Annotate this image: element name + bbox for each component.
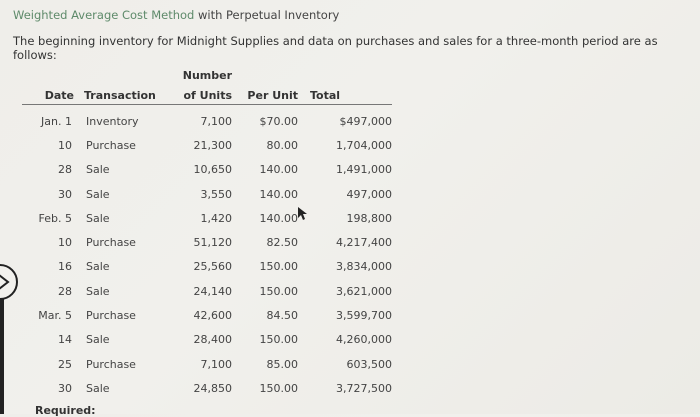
transaction-header: Transaction — [80, 82, 170, 105]
row-total: 603,500 — [346, 357, 392, 371]
row-total: 3,621,000 — [336, 284, 392, 298]
table-row — [22, 158, 392, 182]
row-total: $497,000 — [339, 114, 392, 128]
row-total: 3,599,700 — [336, 309, 392, 323]
row-date: 30 — [58, 187, 72, 201]
table-row — [22, 352, 392, 376]
title-rest: with Perpetual Inventory — [194, 8, 340, 22]
row-transaction: Purchase — [86, 236, 136, 250]
row-per-unit: 150.00 — [259, 284, 298, 298]
chevron-right-icon — [0, 274, 10, 290]
row-per-unit: 140.00 — [259, 187, 298, 201]
row-per-unit: 80.00 — [266, 138, 298, 152]
row-transaction: Sale — [86, 187, 110, 201]
row-total: 3,834,000 — [336, 260, 392, 274]
row-units: 10,650 — [193, 163, 232, 177]
intro-text: The beginning inventory for Midnight Supplies and data on purchases and sales for a three-month period are as follows: — [13, 34, 658, 62]
row-transaction: Purchase — [86, 357, 136, 371]
row-per-unit: 140.00 — [259, 163, 298, 177]
page-title — [13, 8, 339, 22]
row-date: 14 — [58, 333, 72, 347]
row-transaction: Sale — [86, 381, 110, 395]
row-date: 28 — [58, 163, 72, 177]
row-units: 25,560 — [193, 260, 232, 274]
row-transaction: Purchase — [86, 309, 136, 323]
row-date: 30 — [58, 381, 72, 395]
row-units: 28,400 — [193, 333, 232, 347]
row-units: 24,140 — [193, 284, 232, 298]
table-row — [22, 206, 392, 230]
row-units: 3,550 — [200, 187, 232, 201]
row-total: 1,491,000 — [336, 163, 392, 177]
table-row — [22, 230, 392, 254]
row-per-unit: $70.00 — [259, 114, 298, 128]
row-transaction: Sale — [86, 163, 110, 177]
row-total: 198,800 — [346, 211, 392, 225]
row-date: 28 — [58, 284, 72, 298]
total-header: Total — [298, 82, 392, 105]
row-units: 1,420 — [200, 211, 232, 225]
row-date: 10 — [58, 138, 72, 152]
units-header-line1: Number — [182, 69, 232, 82]
left-edge-bar — [0, 298, 4, 414]
row-per-unit: 84.50 — [266, 309, 298, 323]
mouse-pointer-icon — [298, 207, 308, 221]
row-transaction: Inventory — [86, 114, 139, 128]
header-row-2 — [22, 82, 392, 105]
table-row — [22, 105, 392, 134]
row-units: 51,120 — [193, 236, 232, 250]
table-row — [22, 303, 392, 327]
row-date: 10 — [58, 236, 72, 250]
row-per-unit: 150.00 — [259, 333, 298, 347]
row-per-unit: 150.00 — [259, 260, 298, 274]
table-row — [22, 255, 392, 279]
title-accent: Weighted Average Cost Method — [13, 8, 195, 22]
row-per-unit: 82.50 — [266, 236, 298, 250]
date-header: Date — [22, 82, 80, 105]
row-date: Feb. 5 — [38, 211, 72, 225]
row-date: Mar. 5 — [38, 309, 72, 323]
row-total: 1,704,000 — [336, 138, 392, 152]
row-units: 7,100 — [200, 357, 232, 371]
table-row — [22, 376, 392, 400]
row-units: 24,850 — [193, 381, 232, 395]
row-transaction: Sale — [86, 284, 110, 298]
per-unit-header: Per Unit — [232, 82, 298, 105]
row-total: 4,260,000 — [336, 333, 392, 347]
row-transaction: Purchase — [86, 138, 136, 152]
table-row — [22, 133, 392, 157]
row-transaction: Sale — [86, 333, 110, 347]
table-row — [22, 279, 392, 303]
row-total: 497,000 — [346, 187, 392, 201]
table-row — [22, 328, 392, 352]
table-row — [22, 182, 392, 206]
units-header-line2: of Units — [170, 82, 232, 105]
required-label: Required: — [35, 404, 96, 417]
row-units: 21,300 — [193, 138, 232, 152]
row-transaction: Sale — [86, 260, 110, 274]
next-button[interactable] — [0, 264, 18, 300]
row-date: 25 — [58, 357, 72, 371]
inventory-table — [22, 64, 392, 401]
row-date: 16 — [58, 260, 72, 274]
header-row-1 — [22, 64, 392, 82]
row-units: 7,100 — [200, 114, 232, 128]
row-per-unit: 85.00 — [266, 357, 298, 371]
row-date: Jan. 1 — [41, 114, 72, 128]
row-units: 42,600 — [193, 309, 232, 323]
row-transaction: Sale — [86, 211, 110, 225]
row-total: 4,217,400 — [336, 236, 392, 250]
row-per-unit: 140.00 — [259, 211, 298, 225]
row-per-unit: 150.00 — [259, 381, 298, 395]
row-total: 3,727,500 — [336, 381, 392, 395]
